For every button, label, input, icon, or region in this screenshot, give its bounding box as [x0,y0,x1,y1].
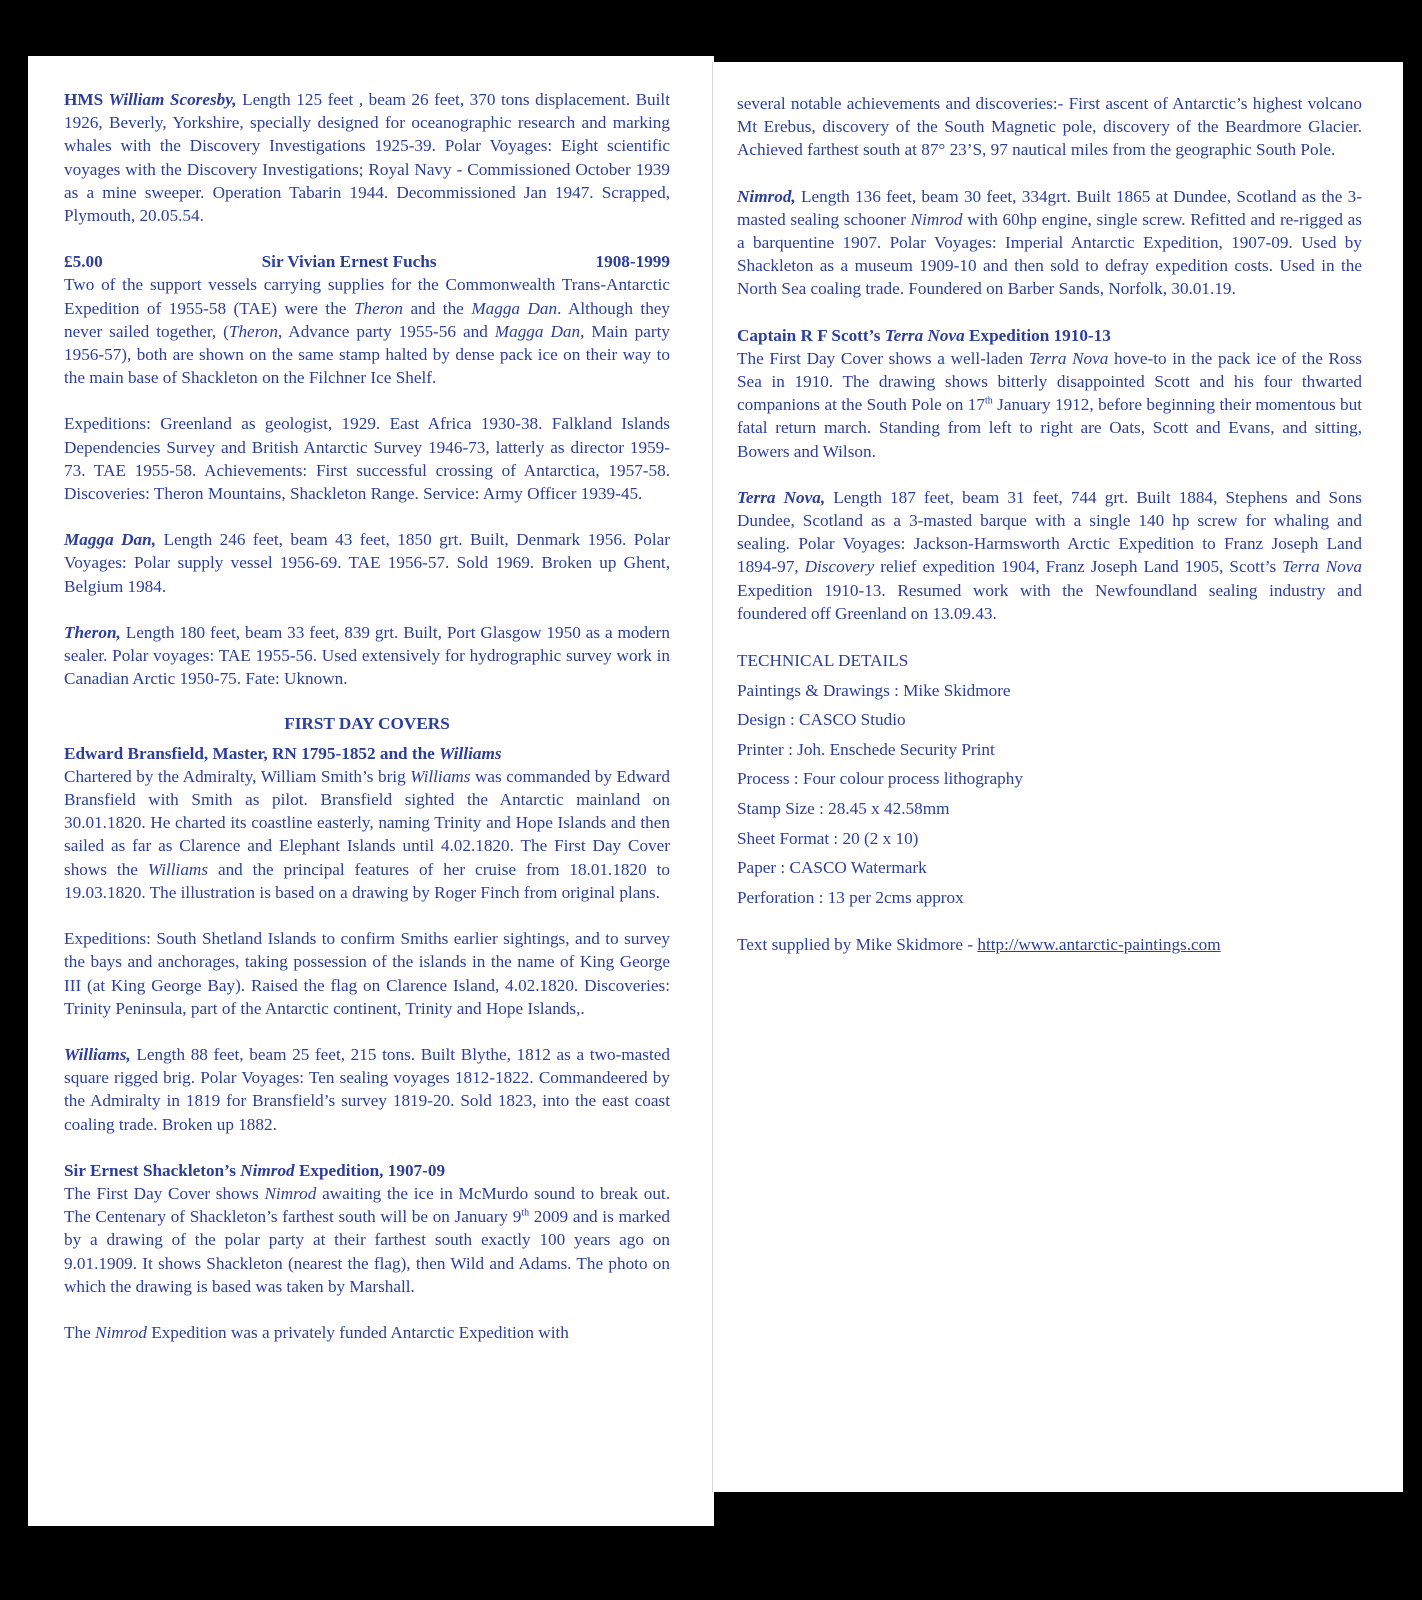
tech-line: Printer : Joh. Enschede Security Print [737,739,995,759]
shackleton-heading: Sir Ernest Shackleton’s Nimrod Expedition, 1907-09 [64,1160,446,1180]
technical-details [737,646,1362,912]
tech-line: Stamp Size : 28.45 x 42.58mm [737,799,950,819]
theron-name: Theron, [64,622,121,642]
fuchs-paragraph: Two of the support vessels carrying supplies for the Commonwealth Trans-Antarctic Expedition of 1955-58 (TAE) were the Theron and the Magga Dan. Although they never sailed together, (Theron, Advance party 1955-56 and Magga Dan, Main party 1956-57), both are shown on the same stamp halted by dense pack ice on their way to the main base of Shackleton on the Filchner Ice Shelf. [64,275,671,388]
fuchs-name: Sir Vivian Ernest Fuchs [261,252,437,272]
terra-nova-paragraph: Terra Nova, Length 187 feet, beam 31 feet, 744 grt. Built 1884, Stephens and Sons Dundee, Scotland as a 3-masted barque with a single 140 hp screw for whaling and sealing. Polar Voyages: Jackson-Harmsworth Arctic Expedition to Franz Joseph Land 1894-97, Discovery relief expedition 1904, Franz Joseph Land 1905, Scott’s Terra Nova Expedition 1910-13. Resumed work with the Newfoundland sealing industry and foundered off Greenland on 13.09.43. [737,487,1362,623]
left-column [64,88,670,1344]
tech-line: Paper : CASCO Watermark [737,858,927,878]
scoresby-paragraph [64,88,670,227]
williams-name: Williams, [64,1044,131,1064]
terra-nova-name: Terra Nova, [737,487,826,507]
stamp-value: £5.00 [64,252,103,272]
tech-line: Design : CASCO Studio [737,710,906,730]
tech-line: Sheet Format : 20 (2 x 10) [737,828,919,848]
tech-line: Process : Four colour process lithography [737,769,1023,789]
scott-heading: Captain R F Scott’s Terra Nova Expedition 1910-13 [737,325,1111,345]
scott-paragraph: The First Day Cover shows a well-laden Terra Nova hove-to in the pack ice of the Ross Sea in 1910. The drawing shows bitterly disappointed Scott and his four thwarted companions at the South Pole on 17th January 1912, before beginning their momentous but fatal return march. Standing from left to right are Oats, Scott and Evans, and sitting, Bowers and Wilson. [737,348,1362,461]
achievements-paragraph: several notable achievements and discoveries:- First ascent of Antarctic’s highest volcano Mt Erebus, discovery of the South Magnetic pole, discovery of the Beardmore Glacier. Achieved farthest south at 87° 23’S, 97 nautical miles from the geographic South Pole. [737,94,1362,160]
scoresby-name-italic: William Scoresby, [108,90,237,109]
first-day-covers-heading: FIRST DAY COVERS [284,714,450,734]
bransfield-heading: Edward Bransfield, Master, RN 1795-1852 and the Williams [64,743,502,763]
nimrod-expedition-paragraph: The Nimrod Expedition was a privately funded Antarctic Expedition with [64,1322,569,1342]
fuchs-expeditions: Expeditions: Greenland as geologist, 1929. East Africa 1930-38. Falkland Islands Dependencies Survey and British Antarctic Survey 1946-73, latterly as director 1959-73. TAE 1955-58. Achievements: First successful crossing of Antarctica, 1957-58. Discoveries: Theron Mountains, Shackleton Range. Service: Army Officer 1939-45. [64,414,670,504]
credit-line: Text supplied by Mike Skidmore - http://www.antarctic-paintings.com [737,935,1221,955]
fuchs-header [64,250,670,273]
scoresby-name: HMS [64,90,109,109]
fuchs-years: 1908-1999 [595,252,670,272]
website-link[interactable]: http://www.antarctic-paintings.com [977,935,1221,955]
right-column [737,92,1362,957]
scoresby-text: Length 125 feet , beam 26 feet, 370 tons displacement. Built 1926, Beverly, Yorkshire, specially designed for oceanographic research and marking whales with the Discovery Investigations 1925-39. Polar Voyages: Eight scientific voyages with the Discovery Investigations; Royal Navy - Commissioned October 1939 as a mine sweeper. Operation Tabarin 1944. Decommissioned Jan 1947. Scrapped, Plymouth, 20.05.54. [64,90,670,226]
magga-dan-paragraph: Magga Dan, Length 246 feet, beam 43 feet, 1850 grt. Built, Denmark 1956. Polar Voyages: Polar supply vessel 1956-69. TAE 1956-57. Sold 1969. Broken up Ghent, Belgium 1984. [64,530,670,596]
tech-line: Perforation : 13 per 2cms approx [737,887,964,907]
shackleton-paragraph: The First Day Cover shows Nimrod awaiting the ice in McMurdo sound to break out. The Centenary of Shackleton’s farthest south will be on January 9th 2009 and is marked by a drawing of the polar party at their farthest south exactly 100 years ago on 9.01.1909. It shows Shackleton (nearest the flag), then Wild and Adams. The photo on which the drawing is based was taken by Marshall. [64,1183,670,1296]
tech-line: Paintings & Drawings : Mike Skidmore [737,680,1011,700]
williams-paragraph: Williams, Length 88 feet, beam 25 feet, 215 tons. Built Blythe, 1812 as a two-masted square rigged brig. Polar Voyages: Ten sealing voyages 1812-1822. Commandeered by the Admiralty in 1819 for Bransfield’s survey 1819-20. Sold 1823, into the east coast coaling trade. Broken up 1882. [64,1044,670,1134]
technical-details-heading: TECHNICAL DETAILS [737,651,909,671]
nimrod-name: Nimrod, [737,186,796,206]
magga-dan-name: Magga Dan, [64,530,156,550]
bransfield-paragraph: Chartered by the Admiralty, William Smith’s brig Williams was commanded by Edward Bransfield with Smith as pilot. Bransfield sighted the Antarctic mainland on 30.01.1820. He charted its coastline easterly, naming Trinity and Hope Islands and then sailed as far as Clarence and Elephant Islands until 4.02.1820. The First Day Cover shows the Williams and the principal features of her cruise from 18.01.1820 to 19.03.1820. The illustration is based on a drawing by Roger Finch from original plans. [64,766,671,902]
nimrod-paragraph: Nimrod, Length 136 feet, beam 30 feet, 334grt. Built 1865 at Dundee, Scotland as the 3-masted sealing schooner Nimrod with 60hp engine, single screw. Refitted and re-rigged as a barquentine 1907. Polar Voyages: Imperial Antarctic Expedition, 1907-09. Used by Shackleton as a museum 1909-10 and then sold to defray expedition costs. Used in the North Sea coaling trade. Foundered on Barber Sands, Norfolk, 30.01.19. [737,186,1362,299]
bransfield-expeditions: Expeditions: South Shetland Islands to confirm Smiths earlier sightings, and to survey the bays and anchorages, taking possession of the islands in the name of King George III (at King George Bay). Raised the flag on Clarence Island, 4.02.1820. Discoveries: Trinity Peninsula, part of the Antarctic continent, Trinity and Hope Islands,. [64,929,670,1018]
theron-paragraph: Theron, Length 180 feet, beam 33 feet, 839 grt. Built, Port Glasgow 1950 as a modern sealer. Polar voyages: TAE 1955-56. Used extensively for hydrographic survey work in Canadian Arctic 1950-75. Fate: Uknown. [64,622,670,689]
